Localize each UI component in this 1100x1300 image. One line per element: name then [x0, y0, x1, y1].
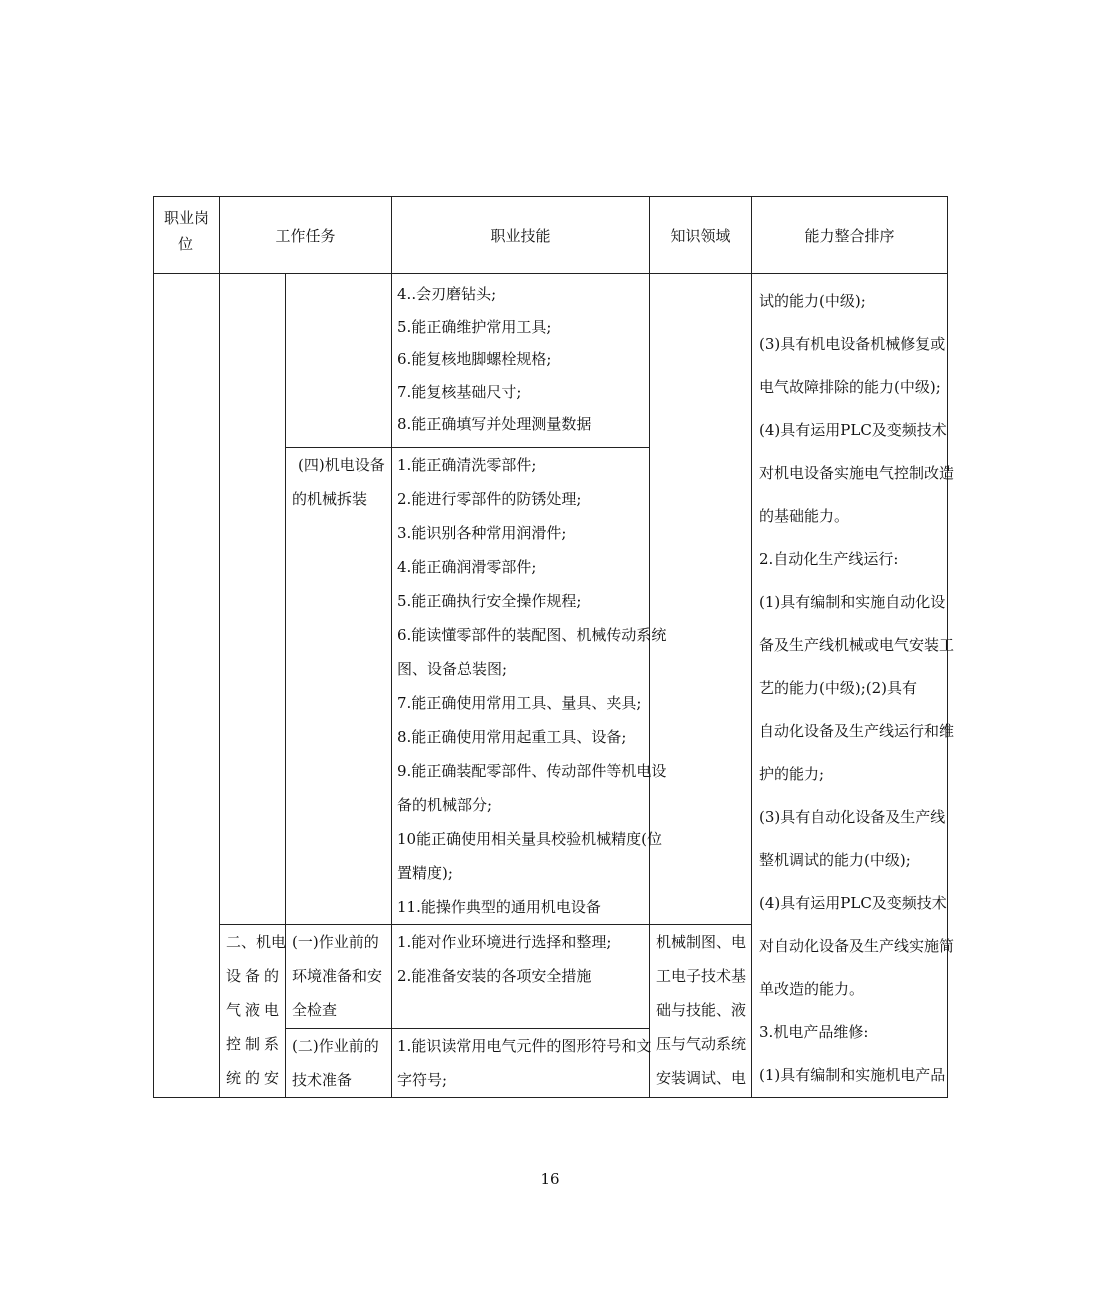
skills-cell: 1.能正确清洗零部件; 2.能进行零部件的防锈处理; 3.能识别各种常用润滑件; 4.能正确润滑零部件; 5.能正确执行安全操作规程; 6.能读懂零部件的装配图、机械传动系统 图、设备总装图; 7.能正确使用常用工具、量具、夹具; 8.能正确使用常用起重工具、设备; 9.能正确装配零部件、传动部件等机电设 备的机械部分; 10能正确使用相关量具校验机械精度(位 置精度); 11.能操作典型的通用机电设备: [392, 448, 650, 925]
ranking-cell: 试的能力(中级); (3)具有机电设备机械修复或 电气故障排除的能力(中级); (4)具有运用PLC及变频技术 对机电设备实施电气控制改造 的基础能力。 2.自动化生产线运行: (1)具有编制和实施自动化设 备及生产线机械或电气安装工 艺的能力(中级);(2)具有 自动化设备及生产线运行和维 护的能力; (3)具有自动化设备及生产线 整机调试的能力(中级); (4)具有运用PLC及变频技术 对自动化设备及生产线实施简 单改造的能力。 3.机电产品维修: (1)具有编制和实施机电产品: [752, 274, 948, 1098]
header-knowledge: 知识领域: [650, 197, 752, 274]
header-row: [154, 197, 948, 274]
task-cell: 二、机电 设备的 气液电 控制系 统的安: [220, 925, 286, 1098]
table-row: [154, 274, 948, 448]
competency-table: [153, 196, 955, 1098]
page-number: 16: [540, 1170, 560, 1188]
header-ranking: 能力整合排序: [752, 197, 948, 274]
header-skills: 职业技能: [392, 197, 650, 274]
knowledge-cell-empty: [650, 274, 752, 925]
skills-cell: 1.能对作业环境进行选择和整理; 2.能准备安装的各项安全措施: [392, 925, 650, 1029]
post-cell: [154, 274, 220, 1098]
subtask-cell: (一)作业前的 环境准备和安 全检查: [286, 925, 392, 1029]
subtask-cell: (四)机电设备 的机械拆装: [286, 448, 392, 925]
task-cell-empty: [220, 274, 286, 925]
header-post: 职业岗 位: [154, 197, 220, 274]
knowledge-cell: 机械制图、电 工电子技术基 础与技能、液 压与气动系统 安装调试、电: [650, 925, 752, 1098]
skills-cell: 1.能识读常用电气元件的图形符号和文 字符号;: [392, 1029, 650, 1098]
subtask-cell-empty: [286, 274, 392, 448]
header-task: 工作任务: [220, 197, 392, 274]
skills-cell: 4..会刃磨钻头; 5.能正确维护常用工具; 6.能复核地脚螺栓规格; 7.能复核基础尺寸; 8.能正确填写并处理测量数据: [392, 274, 650, 448]
subtask-cell: (二)作业前的 技术准备: [286, 1029, 392, 1098]
